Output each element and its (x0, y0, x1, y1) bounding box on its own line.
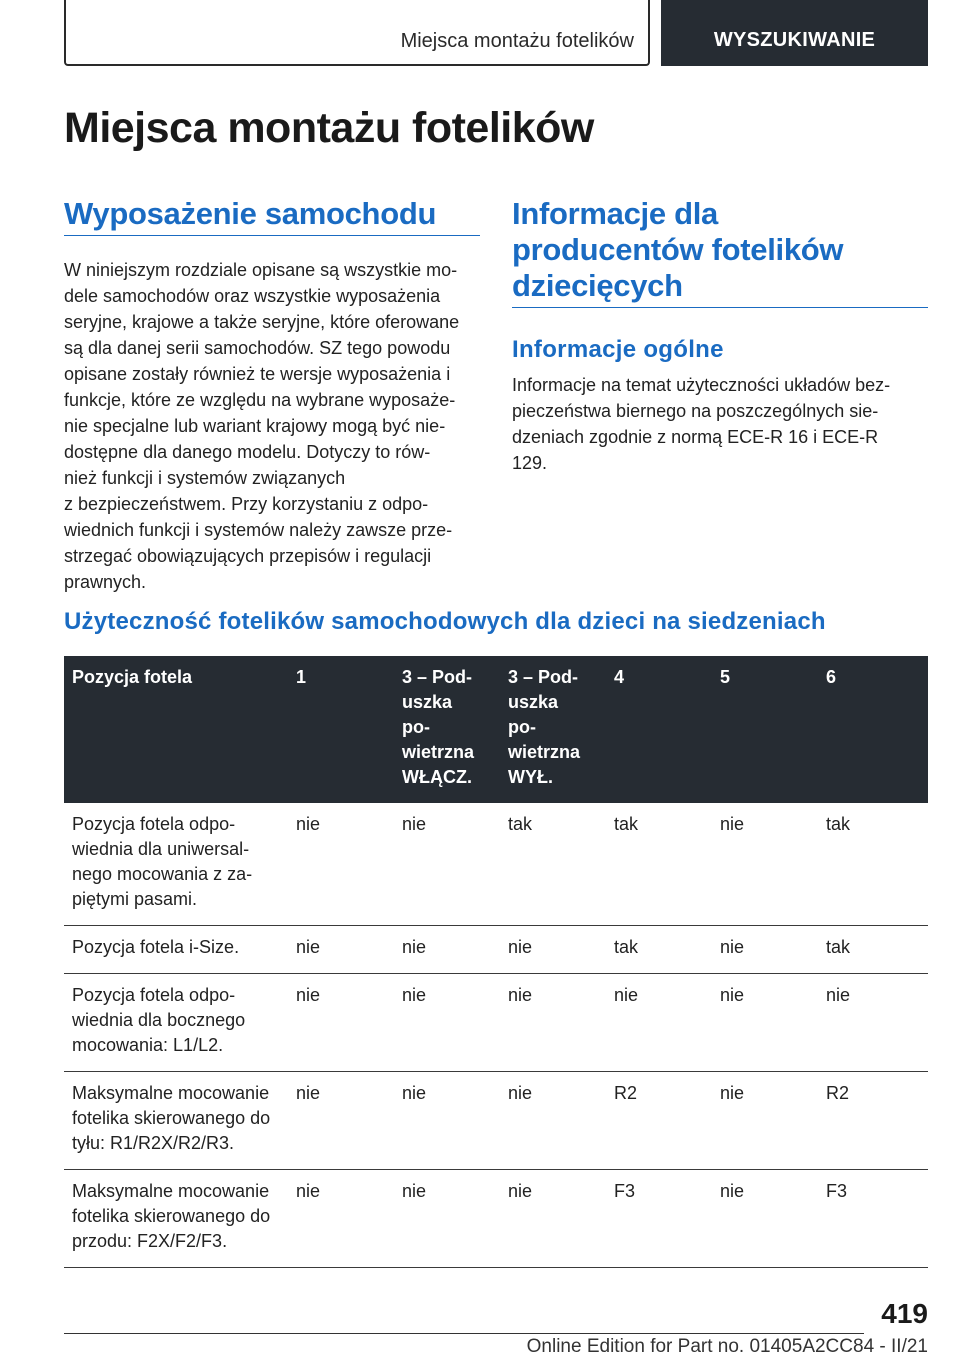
text-line: Informacje na temat użyteczności układów bez‐ (512, 375, 891, 395)
column-header-line: po‐ (508, 717, 536, 737)
table-header-row (64, 656, 928, 803)
column-header-line: 5 (720, 667, 731, 687)
column-header (288, 656, 394, 803)
table-cell: nie (818, 974, 928, 1072)
column-header-line: 3 – Pod‐ (402, 667, 473, 687)
row-label (64, 1170, 288, 1268)
column-header-line: wietrzna (402, 742, 475, 762)
table-cell: tak (500, 803, 606, 926)
table-cell: nie (500, 974, 606, 1072)
table-row (64, 974, 928, 1072)
table-cell: R2 (818, 1072, 928, 1170)
row-label-line: Maksymalne mocowanie (72, 1083, 270, 1103)
heading-general-info: Informacje ogólne (512, 336, 724, 363)
row-label-line: tyłu: R1/R2X/R2/R3. (72, 1133, 235, 1153)
text-line: seryjne, krajowe a także seryjne, które oferowane (64, 312, 460, 332)
general-info-text (512, 372, 932, 476)
table-cell: nie (394, 974, 500, 1072)
table-cell: nie (712, 1170, 818, 1268)
table-cell: nie (712, 926, 818, 974)
column-header-line: Pozycja fotela (72, 667, 193, 687)
table-cell: nie (288, 926, 394, 974)
column-header (606, 656, 712, 803)
heading-line: Informacje dla (512, 196, 718, 231)
table-cell: nie (500, 926, 606, 974)
header-section-title: Miejsca montażu fotelików (64, 0, 650, 66)
row-label-line: mocowania: L1/L2. (72, 1035, 224, 1055)
text-line: wiednich funkcji i systemów należy zawsze prze‐ (64, 520, 453, 540)
table-cell: R2 (606, 1072, 712, 1170)
table-cell: nie (288, 1170, 394, 1268)
text-line: dele samochodów oraz wszystkie wyposażenia (64, 286, 441, 306)
table-cell: nie (288, 1072, 394, 1170)
table-cell: tak (606, 926, 712, 974)
table-cell: nie (394, 1170, 500, 1268)
row-label-line: Maksymalne mocowanie (72, 1181, 270, 1201)
row-label (64, 803, 288, 926)
column-header-line: 4 (614, 667, 625, 687)
footer-rule (64, 1333, 864, 1334)
row-label-line: przodu: F2X/F2/F3. (72, 1231, 228, 1251)
table-cell: nie (606, 974, 712, 1072)
table-cell: nie (288, 803, 394, 926)
table-cell: nie (712, 1072, 818, 1170)
page-title: Miejsca montażu fotelików (64, 104, 594, 152)
column-header-line: uszka (402, 692, 453, 712)
table-cell: nie (500, 1072, 606, 1170)
table-body (64, 803, 928, 1268)
search-button[interactable]: WYSZUKIWANIE (661, 0, 928, 66)
column-header (64, 656, 288, 803)
table-cell: tak (606, 803, 712, 926)
row-label-line: Pozycja fotela i-Size. (72, 937, 240, 957)
text-line: strzegać obowiązujących przepisów i regulacji (64, 546, 432, 566)
column-header-line: po‐ (402, 717, 430, 737)
heading-manufacturer-info (512, 196, 843, 304)
table-row (64, 803, 928, 926)
text-line: nie specjalne lub wariant krajowy mogą być nie‐ (64, 416, 446, 436)
column-header-line: 1 (296, 667, 307, 687)
row-label-line: fotelika skierowanego do (72, 1108, 271, 1128)
table-cell: F3 (818, 1170, 928, 1268)
text-line: pieczeństwa biernego na poszczególnych sie‐ (512, 401, 879, 421)
row-label-line: Pozycja fotela odpo‐ (72, 814, 236, 834)
table-row (64, 1072, 928, 1170)
column-header (394, 656, 500, 803)
page-header (64, 0, 928, 66)
row-label-line: wiednia dla uniwersal‐ (72, 839, 250, 859)
row-label-line: wiednia dla bocznego (72, 1010, 246, 1030)
page-number: 419 (881, 1298, 928, 1329)
table-cell: nie (394, 926, 500, 974)
table-cell: nie (712, 974, 818, 1072)
text-line: są dla danej serii samochodów. SZ tego powodu (64, 338, 451, 358)
text-line: W niniejszym rozdziale opisane są wszystkie mo‐ (64, 260, 458, 280)
column-header-line: 6 (826, 667, 837, 687)
table-cell: tak (818, 803, 928, 926)
table-cell: tak (818, 926, 928, 974)
table-cell: nie (712, 803, 818, 926)
row-label-line: fotelika skierowanego do (72, 1206, 271, 1226)
text-line: opisane zostały również te wersje wyposażenia i (64, 364, 451, 384)
heading-line: dziecięcych (512, 268, 683, 303)
heading-rule-left (64, 235, 480, 236)
column-header (712, 656, 818, 803)
heading-line: producentów fotelików (512, 232, 844, 267)
column-header-line: WŁĄCZ. (402, 767, 472, 787)
row-label (64, 926, 288, 974)
vehicle-equipment-text (64, 257, 484, 595)
text-line: 129. (512, 453, 548, 473)
heading-rule-right (512, 307, 928, 308)
column-header (818, 656, 928, 803)
footer-edition: Online Edition for Part no. 01405A2CC84 - II/21 (526, 1336, 928, 1357)
text-line: dostępne dla danego modelu. Dotyczy to rów‐ (64, 442, 431, 462)
column-header-line: 3 – Pod‐ (508, 667, 579, 687)
table-row (64, 1170, 928, 1268)
table-title: Użyteczność fotelików samochodowych dla dzieci na siedzeniach (64, 608, 826, 635)
text-line: funkcje, które ze względu na wybrane wyposaże‐ (64, 390, 456, 410)
column-header-line: wietrzna (508, 742, 581, 762)
row-label-line: nego mocowania z za‐ (72, 864, 253, 884)
heading-vehicle-equipment: Wyposażenie samochodu (64, 196, 437, 231)
table-cell: nie (500, 1170, 606, 1268)
seat-usability-table (64, 656, 928, 1268)
table-cell: F3 (606, 1170, 712, 1268)
table-cell: nie (394, 803, 500, 926)
column-header-line: uszka (508, 692, 559, 712)
text-line: dzeniach zgodnie z normą ECE-R 16 i ECE-R (512, 427, 879, 447)
row-label-line: piętymi pasami. (72, 889, 198, 909)
table-cell: nie (288, 974, 394, 1072)
row-label-line: Pozycja fotela odpo‐ (72, 985, 236, 1005)
row-label (64, 974, 288, 1072)
table-cell: nie (394, 1072, 500, 1170)
table-row (64, 926, 928, 974)
column-header (500, 656, 606, 803)
text-line: prawnych. (64, 572, 147, 592)
text-line: nież funkcji i systemów związanych (64, 468, 346, 488)
row-label (64, 1072, 288, 1170)
column-header-line: WYŁ. (508, 767, 553, 787)
text-line: z bezpieczeństwem. Przy korzystaniu z odpo‐ (64, 494, 429, 514)
